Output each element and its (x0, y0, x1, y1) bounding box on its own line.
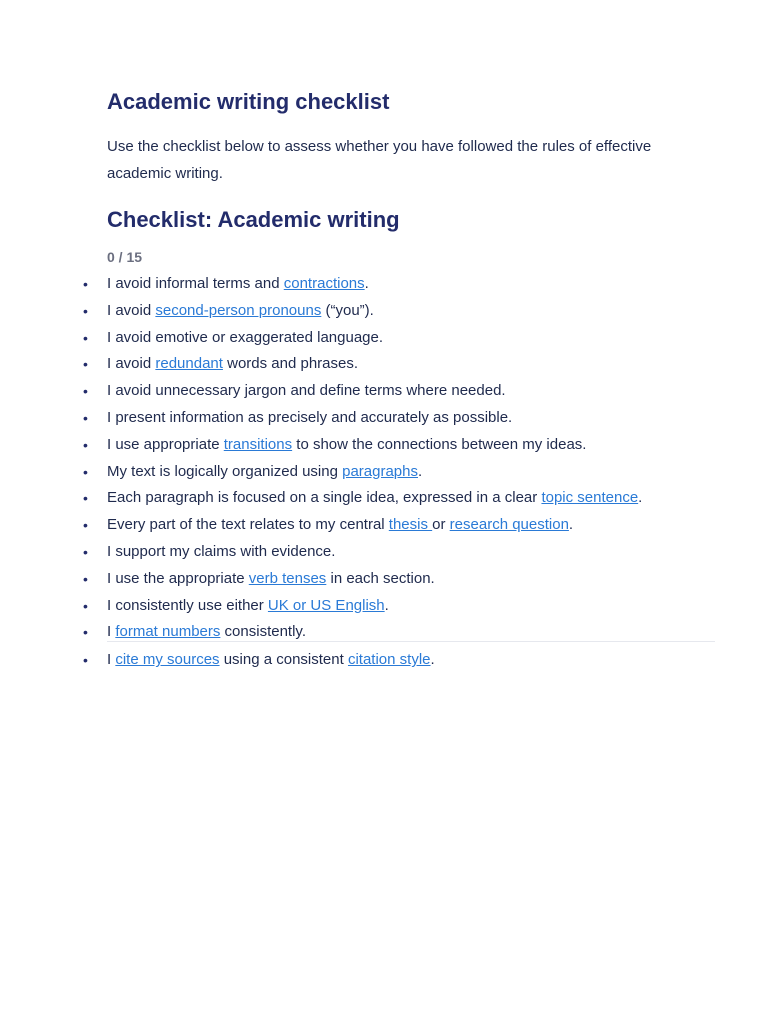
item-text: using a consistent (219, 651, 348, 669)
item-text: I avoid informal terms and (107, 275, 284, 292)
item-text: I use appropriate (107, 435, 224, 453)
item-text: . (364, 275, 369, 292)
link-format-numbers[interactable]: format numbers (115, 623, 221, 641)
bullet-icon: • (83, 463, 88, 480)
item-text: I avoid emotive or exaggerated language. (107, 328, 384, 346)
bullet-icon: • (83, 356, 88, 373)
link-uk-or-us-english[interactable]: UK or US English (267, 596, 385, 614)
item-text: (“you”). (321, 301, 374, 319)
bullet-icon: • (83, 652, 88, 669)
checklist-item[interactable] (0, 298, 768, 325)
checklist-item[interactable] (0, 539, 768, 566)
checklist-item[interactable] (0, 512, 768, 539)
bullet-icon: • (83, 543, 88, 560)
bullet-icon: • (83, 624, 88, 641)
checklist-item[interactable] (0, 378, 768, 405)
checklist-item[interactable] (0, 325, 768, 352)
bullet-icon: • (83, 597, 88, 614)
item-text: . (568, 516, 574, 534)
item-text: My text is logically organized using (107, 462, 343, 480)
item-text: I (107, 651, 116, 669)
item-text: I avoid (107, 301, 156, 319)
bullet-icon: • (83, 383, 88, 400)
checklist-heading: Checklist: Academic writing (107, 207, 400, 232)
item-text: Each paragraph is focused on a single idea, expressed in a clear (107, 489, 542, 507)
link-transitions[interactable]: transitions (223, 435, 293, 453)
item-text: . (418, 462, 423, 480)
checklist-item[interactable] (0, 566, 768, 593)
item-text: I avoid (107, 355, 156, 373)
checklist (0, 271, 768, 674)
item-text: I use the appropriate (107, 569, 249, 587)
item-text: in each section. (326, 569, 435, 587)
link-paragraphs[interactable]: paragraphs (342, 462, 418, 480)
item-text: words and phrases. (222, 355, 359, 373)
checklist-item[interactable] (0, 619, 768, 646)
checklist-item[interactable] (0, 593, 768, 620)
item-text: . (384, 596, 389, 614)
bullet-icon: • (83, 436, 88, 453)
item-text: I present information as precisely and accurately as possible. (107, 408, 513, 426)
link-second-person-pronouns[interactable]: second-person pronouns (155, 301, 322, 319)
bullet-icon: • (83, 570, 88, 587)
item-text: Every part of the text relates to my central (107, 516, 389, 534)
bullet-icon: • (83, 329, 88, 346)
item-text: I support my claims with evidence. (107, 542, 336, 560)
item-text: to show the connections between my ideas. (292, 435, 587, 453)
divider (107, 641, 715, 642)
link-thesis[interactable]: thesis (388, 516, 433, 534)
item-text: consistently. (220, 623, 306, 641)
checklist-counter: 0 / 15 (107, 249, 143, 265)
item-text: or (432, 516, 450, 534)
checklist-item[interactable] (0, 432, 768, 459)
item-text: I (107, 623, 116, 641)
item-text: . (638, 489, 643, 507)
link-verb-tenses[interactable]: verb tenses (248, 569, 327, 587)
bullet-icon: • (83, 517, 88, 534)
checklist-item[interactable] (0, 485, 768, 512)
bullet-icon: • (83, 490, 88, 507)
link-redundant[interactable]: redundant (155, 355, 223, 373)
checklist-item[interactable] (0, 459, 768, 486)
item-text: . (430, 651, 435, 669)
checklist-item[interactable] (0, 647, 768, 674)
page-title: Academic writing checklist (107, 89, 390, 114)
intro-paragraph: Use the checklist below to assess whether you have followed the rules of effective academic writing. (107, 138, 652, 182)
link-research-question[interactable]: research question (449, 516, 569, 534)
bullet-icon: • (83, 276, 88, 292)
bullet-icon: • (83, 302, 88, 319)
link-cite-my-sources[interactable]: cite my sources (115, 651, 220, 669)
link-citation-style[interactable]: citation style (347, 651, 431, 669)
checklist-item[interactable] (0, 405, 768, 432)
link-topic-sentence[interactable]: topic sentence (541, 489, 639, 507)
checklist-item[interactable] (0, 271, 768, 298)
link-contractions[interactable]: contractions (283, 275, 365, 292)
item-text: I avoid unnecessary jargon and define terms where needed. (107, 382, 506, 400)
bullet-icon: • (83, 409, 88, 426)
checklist-item[interactable] (0, 351, 768, 378)
item-text: I consistently use either (107, 596, 268, 614)
